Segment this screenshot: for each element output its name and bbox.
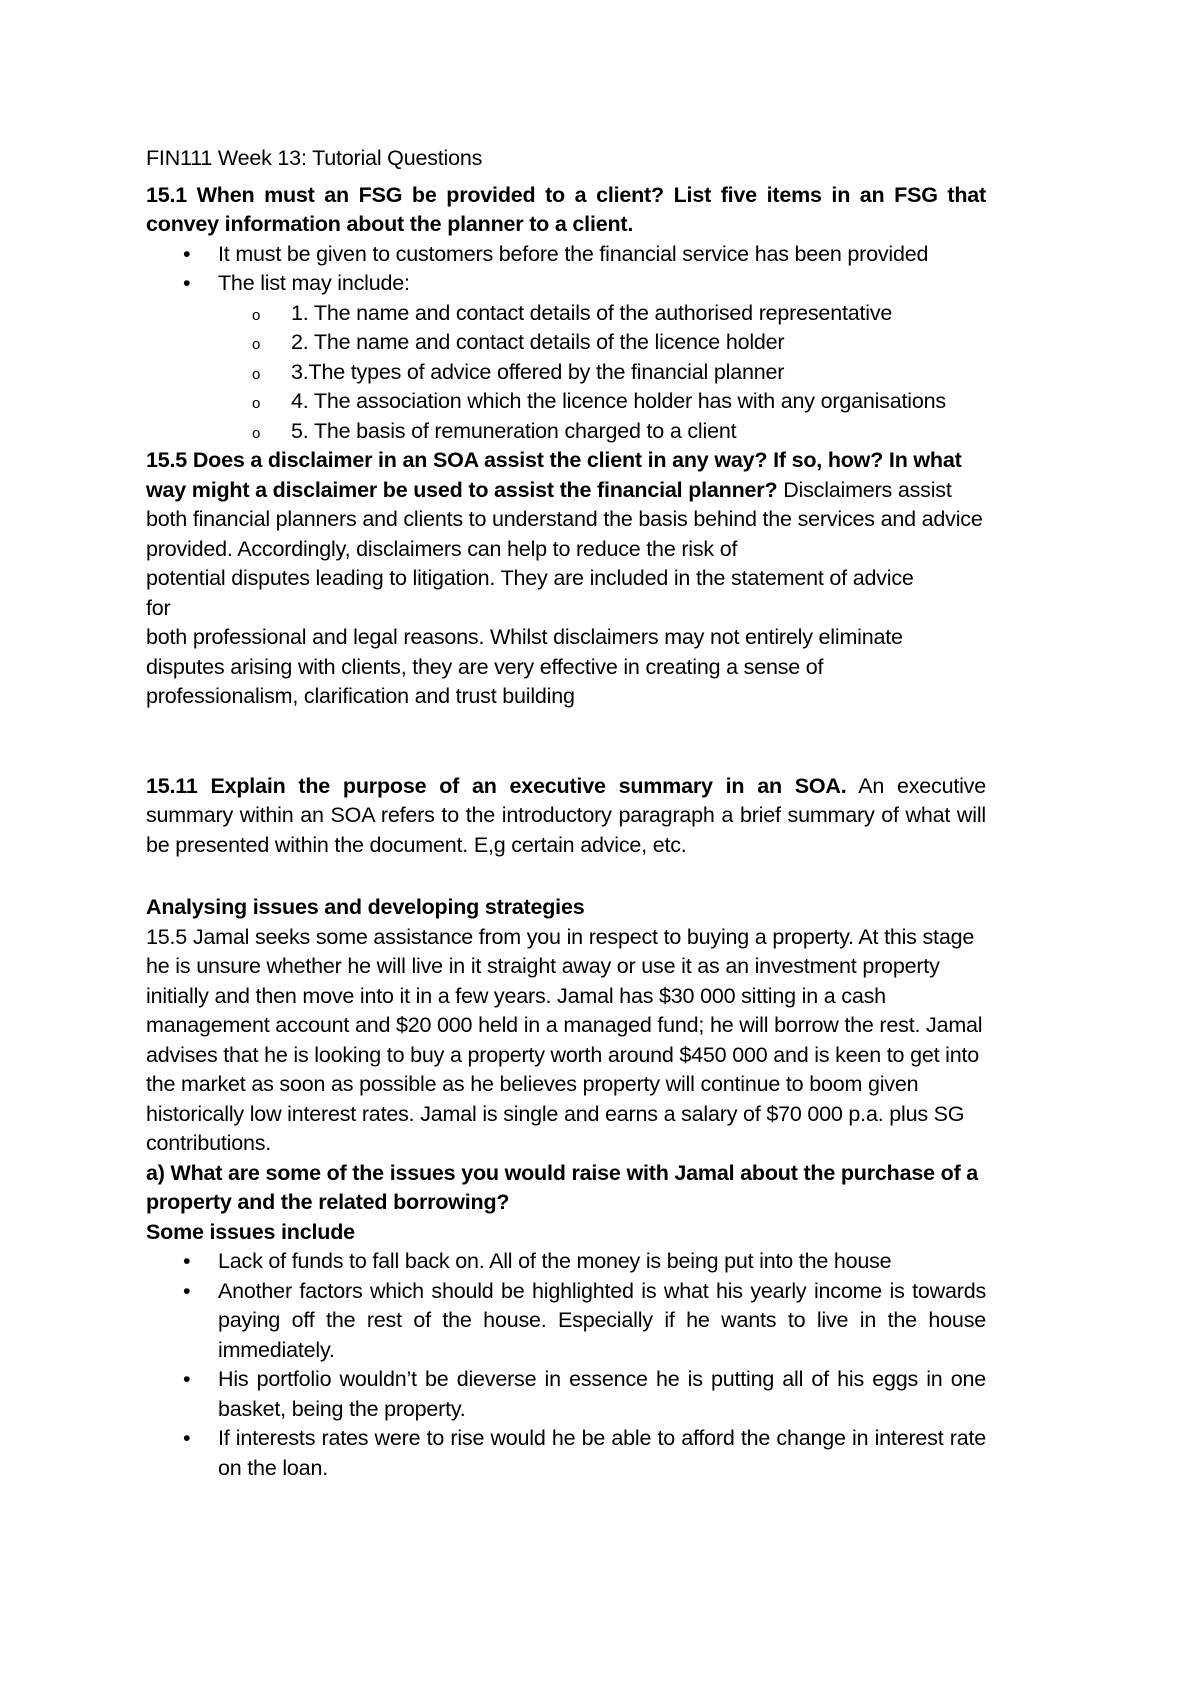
question-15-5: 15.5 Does a disclaimer in an SOA assist the client in any way? If so, how? In what way might a disclaimer be used to assist the financial planner? (146, 448, 962, 502)
spacer (146, 712, 986, 772)
answer-15-5-line: disputes arising with clients, they are very effective in creating a sense of (146, 654, 824, 679)
question-15-11-block (146, 772, 986, 861)
fsg-items-list (146, 299, 986, 447)
fsg-item: o 1. The name and contact details of the authorised representative (291, 299, 986, 329)
answer-15-5-line: for (146, 595, 171, 620)
answer-15-11: An executive summary within an SOA refers to the introductory paragraph a brief summary of what will be presented within the document. E,g certain advice, etc. (146, 773, 986, 857)
fsg-item: o 5. The basis of remuneration charged to a client (291, 417, 986, 447)
document-title: FIN111 Week 13: Tutorial Questions (146, 146, 483, 170)
issue-item: • His portfolio wouldn’t be dieverse in essence he is putting all of his eggs in one basket, being the property. (218, 1365, 986, 1424)
answer-15-5-line: professionalism, clarification and trust building (146, 684, 575, 708)
answer-15-1-bullets (146, 240, 986, 299)
answer-15-5-part1: Disclaimers assist both financial planners and clients to understand the basis behind the services and advice provided. Accordingly, disclaimers can help to reduce the risk of (146, 477, 983, 561)
question-15-5-block (146, 446, 986, 564)
issues-list (146, 1247, 986, 1483)
fsg-item: o 4. The association which the licence holder has with any organisations (291, 387, 986, 417)
section-heading: Analysing issues and developing strategies (146, 895, 585, 919)
case-study-text: 15.5 Jamal seeks some assistance from you in respect to buying a property. At this stage he is unsure whether he will live in it straight away or use it as an investment property initially and then move into it in a few years. Jamal has $30 000 sitting in a cash management account and $20 000 held in a managed fund; he will borrow the rest. Jamal advises that he is looking to buy a property worth around $450 000 and is keen to get into the market as soon as possible as he believes property will continue to boom given historically low interest rates. Jamal is single and earns a salary of $70 000 p.a. plus SG contributions. (146, 924, 983, 1155)
issue-item: • If interests rates were to rise would he be able to afford the change in interest rate on the loan. (218, 1424, 986, 1483)
answer-15-5-line: both professional and legal reasons. Whilst disclaimers may not entirely eliminate (146, 625, 903, 649)
fsg-item: o 3.The types of advice offered by the financial planner (291, 358, 986, 388)
issue-item: • Another factors which should be highlighted is what his yearly income is towards paying off the rest of the house. Especially if he wants to live in the house immediately. (218, 1277, 986, 1366)
question-15-11: 15.11 Explain the purpose of an executive summary in an SOA. (146, 773, 847, 798)
issue-item: • Lack of funds to fall back on. All of the money is being put into the house (218, 1247, 986, 1277)
fsg-item: o 2. The name and contact details of the licence holder (291, 328, 986, 358)
answer-15-5-line: potential disputes leading to litigation. They are included in the statement of advice (146, 566, 914, 590)
document-page (146, 144, 986, 1483)
bullet-item: • It must be given to customers before the financial service has been provided (218, 240, 986, 270)
bullet-item: • The list may include: (218, 269, 986, 299)
question-15-1: 15.1 When must an FSG be provided to a client? List five items in an FSG that convey information about the planner to a client. (146, 182, 986, 236)
issues-heading: Some issues include (146, 1219, 355, 1244)
question-a: a) What are some of the issues you would raise with Jamal about the purchase of a property and the related borrowing? (146, 1160, 979, 1214)
spacer (146, 860, 986, 893)
